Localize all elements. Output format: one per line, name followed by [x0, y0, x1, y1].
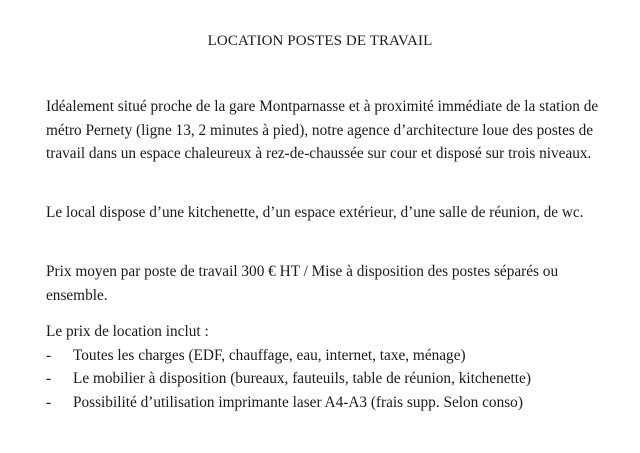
included-intro: Le prix de location inclut : — [46, 323, 209, 340]
included-list — [46, 344, 616, 415]
paragraph-price: Prix moyen par poste de travail 300 € HT / Mise à disposition des postes séparés ou ensemble. — [46, 263, 559, 304]
list-item-text: Toutes les charges (EDF, chauffage, eau, internet, taxe, ménage) — [73, 346, 466, 364]
list-item — [46, 391, 616, 415]
list-item-text: Possibilité d’utilisation imprimante laser A4-A3 (frais supp. Selon conso) — [73, 393, 523, 411]
bullet-dash: - — [46, 393, 52, 411]
list-item-text: Le mobilier à disposition (bureaux, fauteuils, table de réunion, kitchenette) — [73, 370, 531, 387]
paragraph-location: Idéalement situé proche de la gare Montparnasse et à proximité immédiate de la station de métro Pernety (ligne 13, 2 minutes à pied), notre agence d’architecture loue des postes de travail dans un espace chaleureux à rez-de-chaussée sur cour et disposé sur trois niveaux. — [46, 98, 599, 162]
list-item — [46, 344, 616, 368]
list-item — [46, 367, 616, 391]
included-section — [46, 320, 616, 414]
bullet-dash: - — [46, 370, 52, 387]
bullet-dash: - — [46, 346, 52, 364]
document-title: LOCATION POSTES DE TRAVAIL — [207, 33, 433, 49]
paragraph-amenities: Le local dispose d’une kitchenette, d’un espace extérieur, d’une salle de réunion, de wc. — [46, 204, 584, 221]
